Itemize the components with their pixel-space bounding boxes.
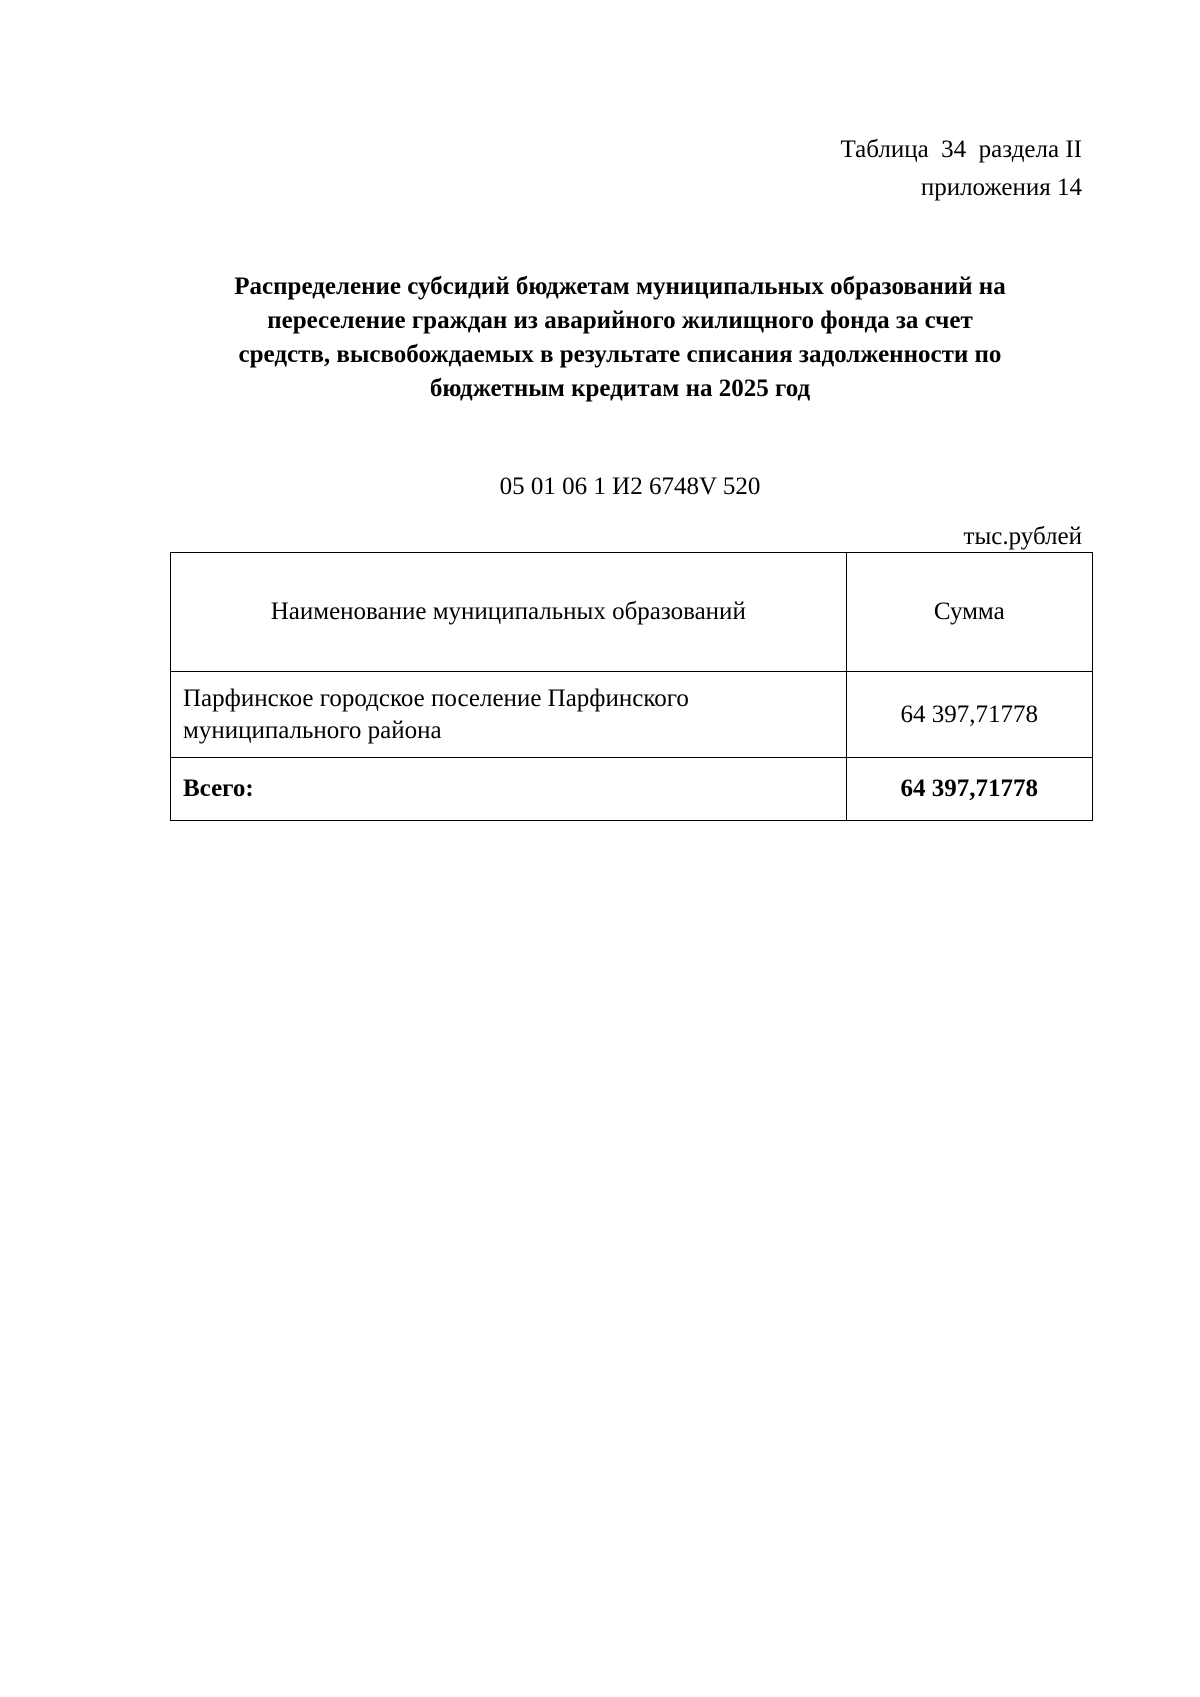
table-reference-line: Таблица 34 раздела II (840, 136, 1082, 163)
table-row (171, 672, 1093, 758)
column-header-name: Наименование муниципальных образований (171, 553, 847, 672)
title-line: Распределение субсидий бюджетам муниципальных образований на (234, 273, 1006, 300)
budget-classification-code: 05 01 06 1 И2 6748V 520 (499, 473, 761, 500)
column-header-sum: Сумма (846, 553, 1092, 672)
sum-cell: 64 397,71778 (846, 672, 1092, 758)
document-title (170, 270, 1070, 406)
appendix-reference-line: приложения 14 (920, 174, 1082, 201)
municipality-name-line: муниципального района (183, 716, 442, 744)
total-sum-cell: 64 397,71778 (846, 758, 1092, 821)
municipality-name-cell (171, 672, 847, 758)
total-label-cell: Всего: (171, 758, 847, 821)
title-line: бюджетным кредитам на 2025 год (429, 375, 811, 402)
total-row (171, 758, 1093, 821)
title-line: переселение граждан из аварийного жилищного фонда за счет (267, 307, 973, 334)
municipality-name-line: Парфинское городское поселение Парфинского (183, 684, 689, 712)
table-header-row (171, 553, 1093, 672)
units-label: тыс.рублей (963, 523, 1082, 550)
subsidy-table (170, 552, 1093, 821)
title-line: средств, высвобождаемых в результате списания задолженности по (238, 341, 1002, 368)
